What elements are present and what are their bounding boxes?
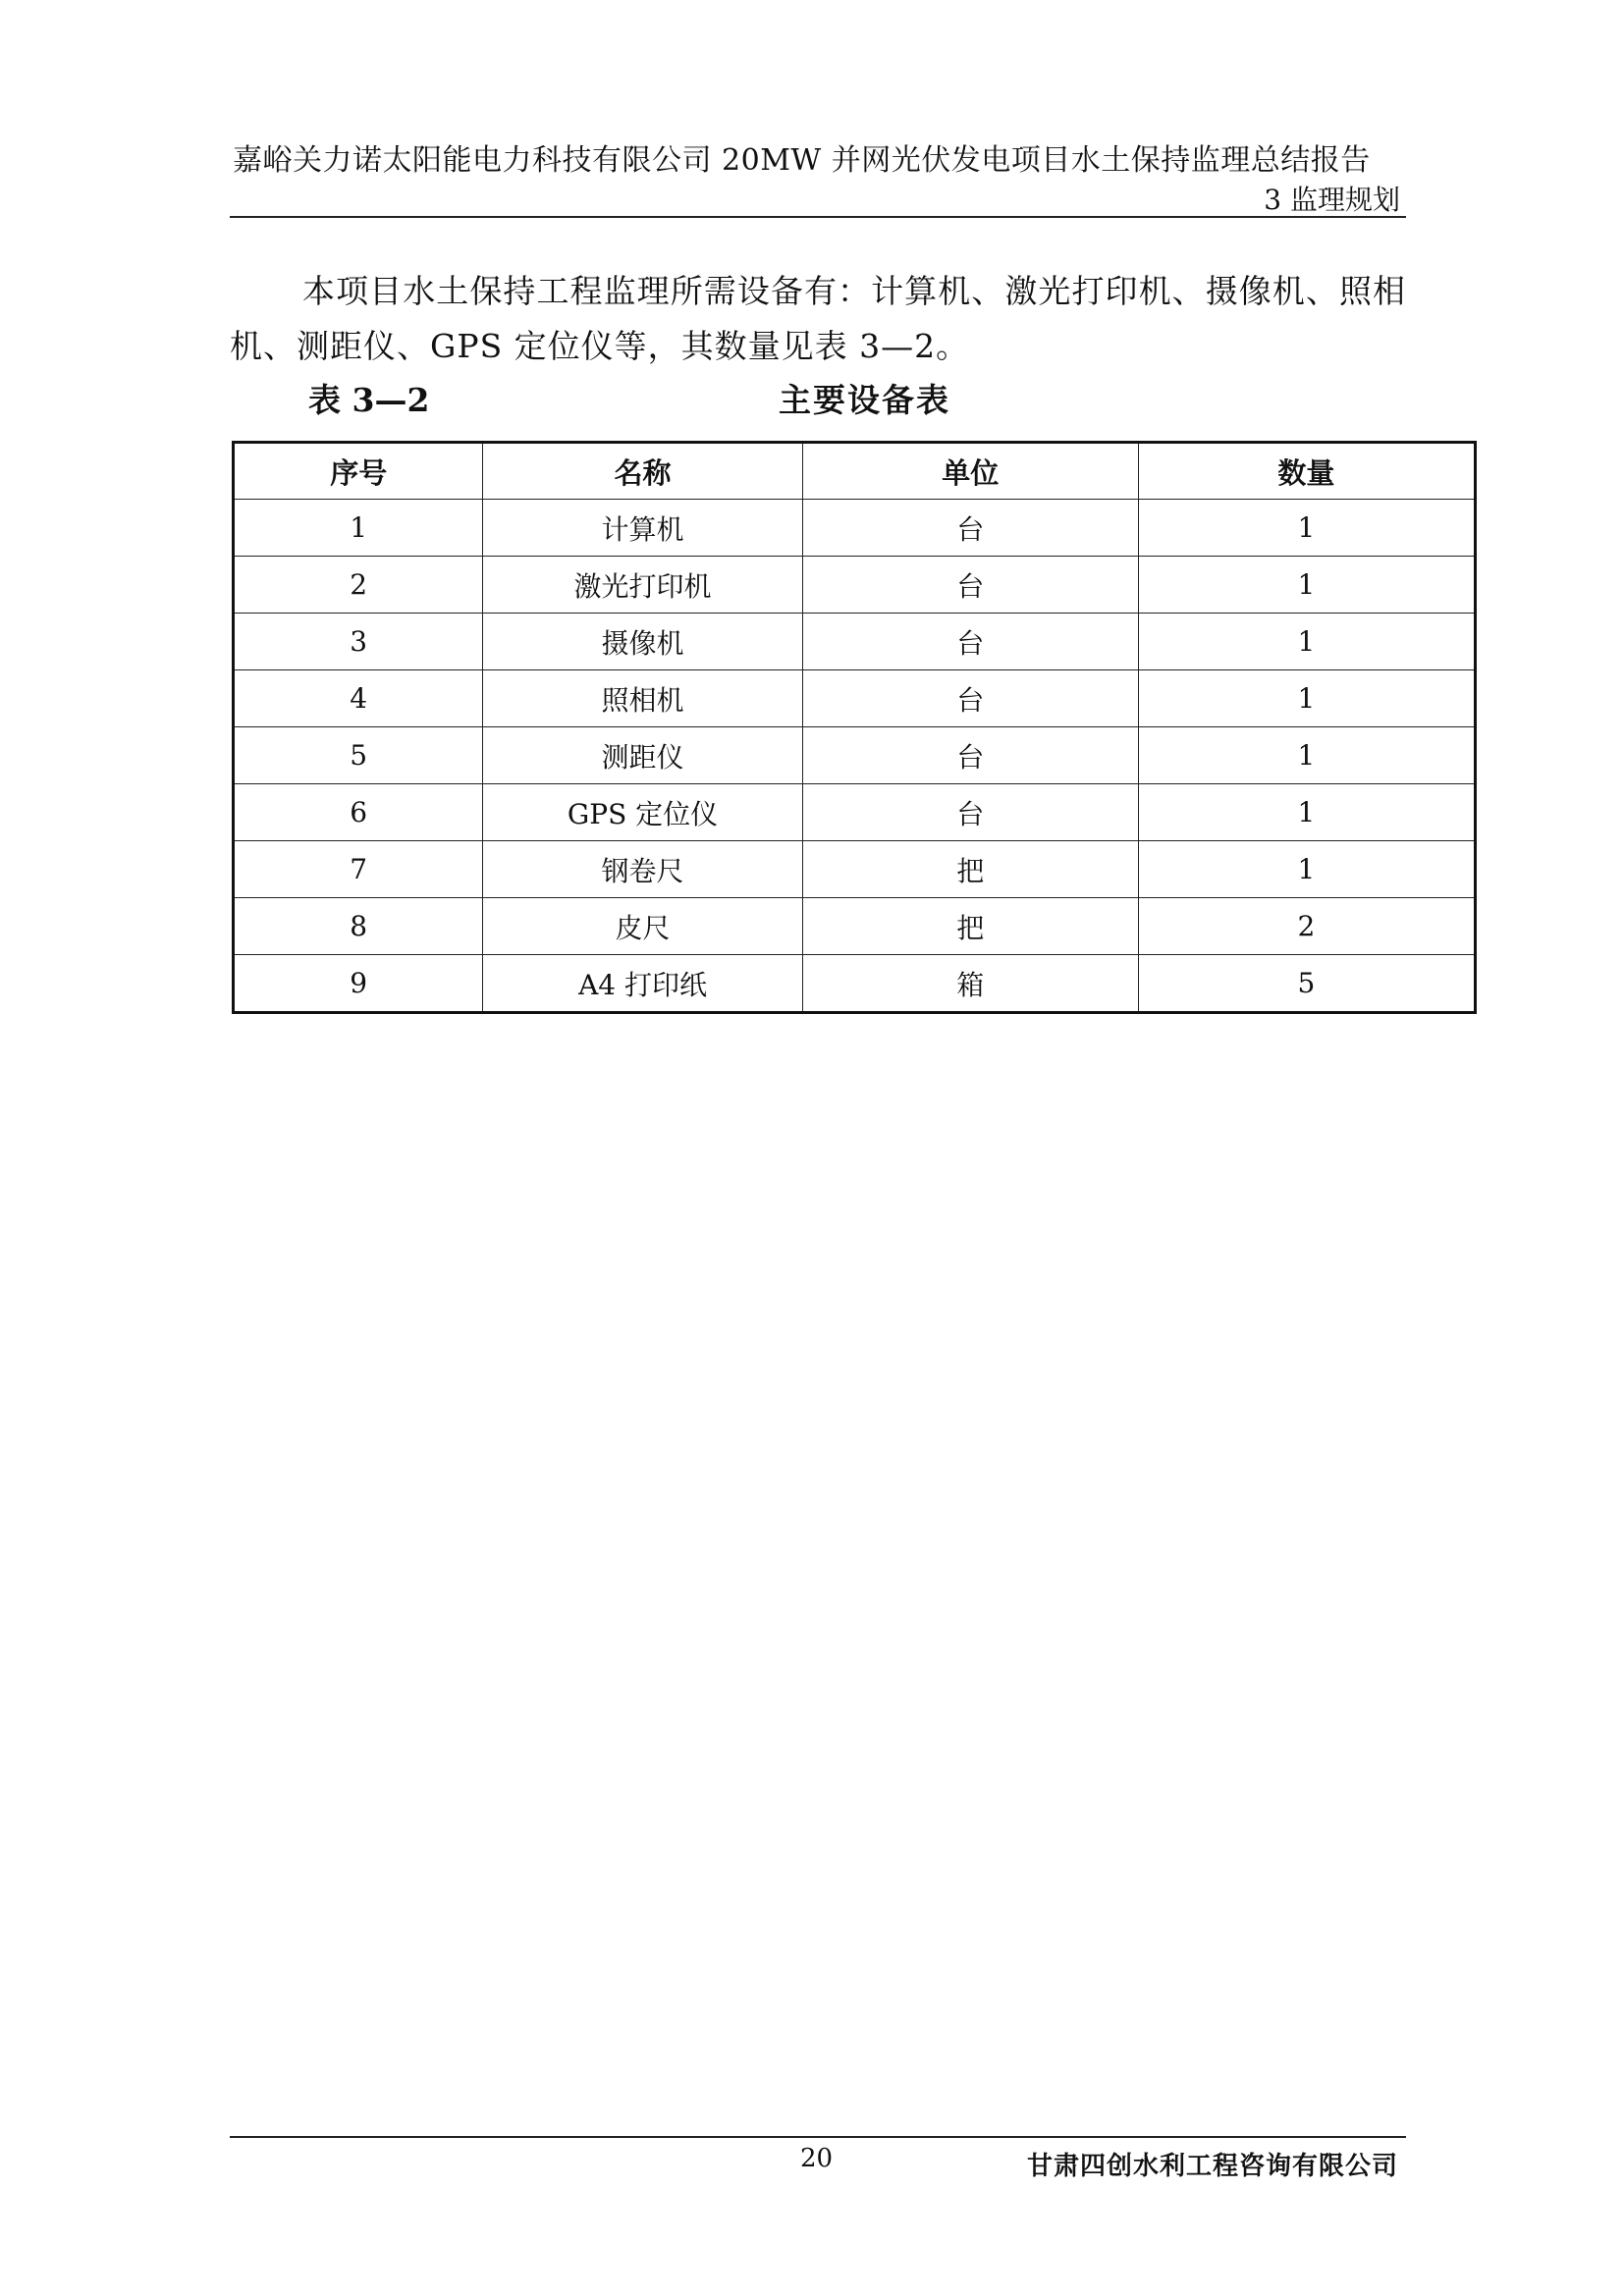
cell-index: 8 [234,898,483,955]
cell-index: 3 [234,614,483,670]
cell-quantity: 1 [1138,500,1475,557]
table-row [234,727,1476,784]
body-paragraph [230,264,1406,374]
cell-quantity: 1 [1138,841,1475,898]
cell-index: 9 [234,955,483,1013]
cell-quantity: 2 [1138,898,1475,955]
cell-unit: 台 [802,727,1138,784]
table-header-row [234,443,1476,500]
cell-quantity: 1 [1138,670,1475,727]
column-header-index: 序号 [234,443,483,500]
footer-company: 甘肃四创水利工程咨询有限公司 [1026,2152,1398,2181]
table-row [234,670,1476,727]
header-divider [230,216,1406,218]
cell-unit: 把 [802,898,1138,955]
cell-index: 1 [234,500,483,557]
cell-unit: 把 [802,841,1138,898]
table-row [234,955,1476,1013]
cell-name: A4 打印纸 [483,955,802,1013]
cell-name: 皮尺 [483,898,802,955]
header-title: 嘉峪关力诺太阳能电力科技有限公司 20MW 并网光伏发电项目水土保持监理总结报告 [233,143,1371,178]
cell-quantity: 1 [1138,727,1475,784]
table-row [234,898,1476,955]
cell-quantity: 1 [1138,557,1475,614]
table-row [234,500,1476,557]
cell-unit: 台 [802,557,1138,614]
cell-unit: 台 [802,500,1138,557]
table-row [234,784,1476,841]
column-header-quantity: 数量 [1138,443,1475,500]
cell-name: 测距仪 [483,727,802,784]
cell-name: 钢卷尺 [483,841,802,898]
table-row [234,841,1476,898]
cell-index: 4 [234,670,483,727]
cell-quantity: 1 [1138,784,1475,841]
table-row [234,614,1476,670]
column-header-name: 名称 [483,443,802,500]
cell-unit: 箱 [802,955,1138,1013]
column-header-unit: 单位 [802,443,1138,500]
cell-name: 照相机 [483,670,802,727]
footer-divider [230,2136,1406,2138]
cell-name: GPS 定位仪 [483,784,802,841]
cell-quantity: 1 [1138,614,1475,670]
equipment-table [232,441,1477,1014]
cell-name: 激光打印机 [483,557,802,614]
table-row [234,557,1476,614]
cell-index: 2 [234,557,483,614]
page-number: 20 [800,2144,834,2173]
header-section: 3 监理规划 [1264,184,1400,216]
cell-name: 计算机 [483,500,802,557]
cell-unit: 台 [802,614,1138,670]
cell-unit: 台 [802,670,1138,727]
cell-unit: 台 [802,784,1138,841]
cell-quantity: 5 [1138,955,1475,1013]
cell-index: 6 [234,784,483,841]
cell-index: 5 [234,727,483,784]
cell-index: 7 [234,841,483,898]
body-paragraph-text: 本项目水土保持工程监理所需设备有：计算机、激光打印机、摄像机、照相机、测距仪、GPS 定位仪等，其数量见表 3—2。 [230,272,1406,365]
cell-name: 摄像机 [483,614,802,670]
table-caption-title: 主要设备表 [779,381,950,419]
table-caption-number: 表 3—2 [308,381,430,419]
